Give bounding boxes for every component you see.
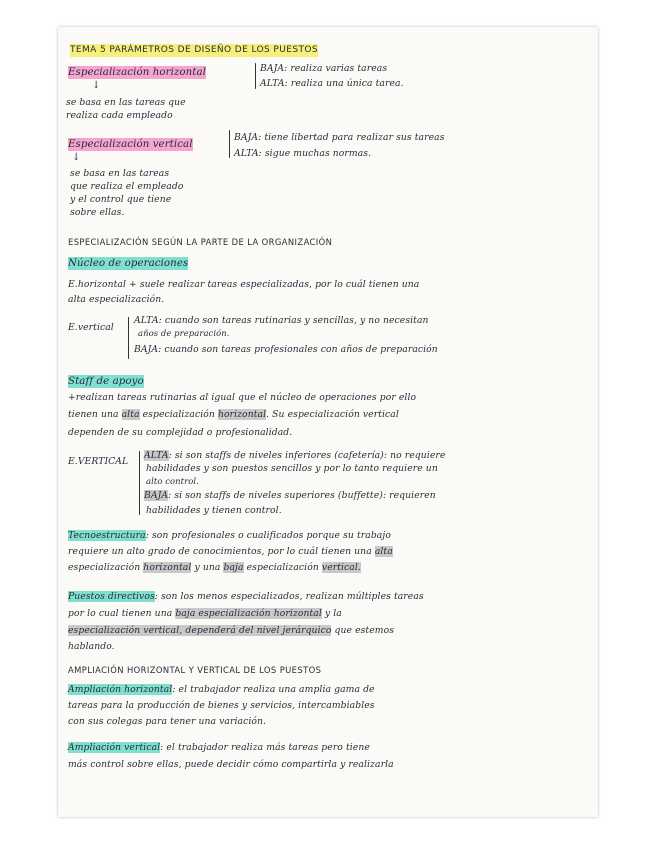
ev-desc-1: se basa en las tareas <box>70 168 170 179</box>
notes-page <box>58 27 598 817</box>
eh-label: Especialización horizontal <box>68 67 207 78</box>
nucleo-eh-2: alta especialización. <box>68 294 165 305</box>
ev-desc-2: que realiza el empleado <box>70 181 184 192</box>
av-line-2: más control sobre ellas, puede decidir cómo compartirla y realizarla <box>68 759 394 770</box>
tecno-line-1: Tecnoestructura: son profesionales o cualificados porque su trabajo <box>68 530 391 541</box>
nucleo-ev-alta-2: años de preparación. <box>138 328 230 338</box>
puestos-line-2: por lo cual tienen una baja especialización horizontal y la <box>68 608 342 619</box>
puestos-line-1: Puestos directivos: son los menos especializados, realizan múltiples tareas <box>68 591 424 602</box>
ev-alta: ALTA: sigue muchas normas. <box>234 148 372 159</box>
ev-desc-4: sobre ellas. <box>70 207 125 218</box>
tecno-line-2: requiere un alto grado de conocimientos, por lo cuál tienen una alta <box>68 546 393 557</box>
av-line-1: Ampliación vertical: el trabajador realiza más tareas pero tiene <box>68 742 370 753</box>
down-arrow-icon: ↓ <box>92 80 101 91</box>
ah-line-3: con sus colegas para tener una variación. <box>68 716 267 727</box>
ev-baja: BAJA: tiene libertad para realizar sus tareas <box>234 132 445 143</box>
tecno-line-3: especialización horizontal y una baja especialización vertical. <box>68 562 361 573</box>
nucleo-ev-alta-1: ALTA: cuando son tareas rutinarias y sencillas, y no necesitan <box>134 315 429 326</box>
staff-alta-1: ALTA: si son staffs de niveles inferiores (cafetería): no requiere <box>144 450 446 461</box>
nucleo-ev-baja: BAJA: cuando son tareas profesionales con años de preparación <box>134 344 438 355</box>
staff-baja-2: habilidades y tienen control. <box>146 505 282 516</box>
eh-baja: BAJA: realiza varias tareas <box>260 63 388 74</box>
puestos-line-3: especialización vertical, dependerá del nivel jerárquico que estemos <box>68 625 395 636</box>
staff-ev-brace <box>139 451 140 515</box>
eh-alta: ALTA: realiza una única tarea. <box>260 78 404 89</box>
staff-line-1: +realizan tareas rutinarias al igual que el núcleo de operaciones por ello <box>68 392 417 403</box>
ah-line-1: Ampliación horizontal: el trabajador realiza una amplia gama de <box>68 684 375 695</box>
staff-line-2: tienen una alta especialización horizontal. Su especialización vertical <box>68 409 399 420</box>
staff-ev-label: E.VERTICAL <box>68 456 129 467</box>
section-heading-ampliacion: AMPLIACIÓN HORIZONTAL Y VERTICAL DE LOS PUESTOS <box>68 665 322 675</box>
nucleo-ev-label: E.vertical <box>68 322 114 333</box>
eh-desc-1: se basa en las tareas que <box>66 97 186 108</box>
staff-alta-3: alto control. <box>146 476 199 486</box>
nucleo-label: Núcleo de operaciones <box>68 258 189 269</box>
down-arrow-icon: ↓ <box>72 152 81 163</box>
ev-brace <box>229 130 230 158</box>
staff-label: Staff de apoyo <box>68 376 144 387</box>
page-title: TEMA 5 PARÁMETROS DE DISEÑO DE LOS PUESTOS <box>70 45 318 55</box>
section-heading-parte: ESPECIALIZACIÓN SEGÚN LA PARTE DE LA ORGANIZACIÓN <box>68 237 333 247</box>
ah-line-2: tareas para la producción de bienes y servicios, intercambiables <box>68 700 375 711</box>
nucleo-eh-1: E.horizontal + suele realizar tareas especializadas, por lo cuál tienen una <box>68 279 420 290</box>
nucleo-ev-brace <box>128 317 129 359</box>
staff-alta-2: habilidades y son puestos sencillos y por lo tanto requiere un <box>146 463 438 474</box>
ev-label: Especialización vertical <box>68 139 193 150</box>
staff-line-3: dependen de su complejidad o profesionalidad. <box>68 427 293 438</box>
ev-desc-3: y el control que tiene <box>70 194 172 205</box>
eh-desc-2: realiza cada empleado <box>66 110 173 121</box>
eh-brace <box>255 63 256 89</box>
staff-baja-1: BAJA: si son staffs de niveles superiores (buffette): requieren <box>144 490 436 501</box>
puestos-line-4: hablando. <box>68 641 115 652</box>
